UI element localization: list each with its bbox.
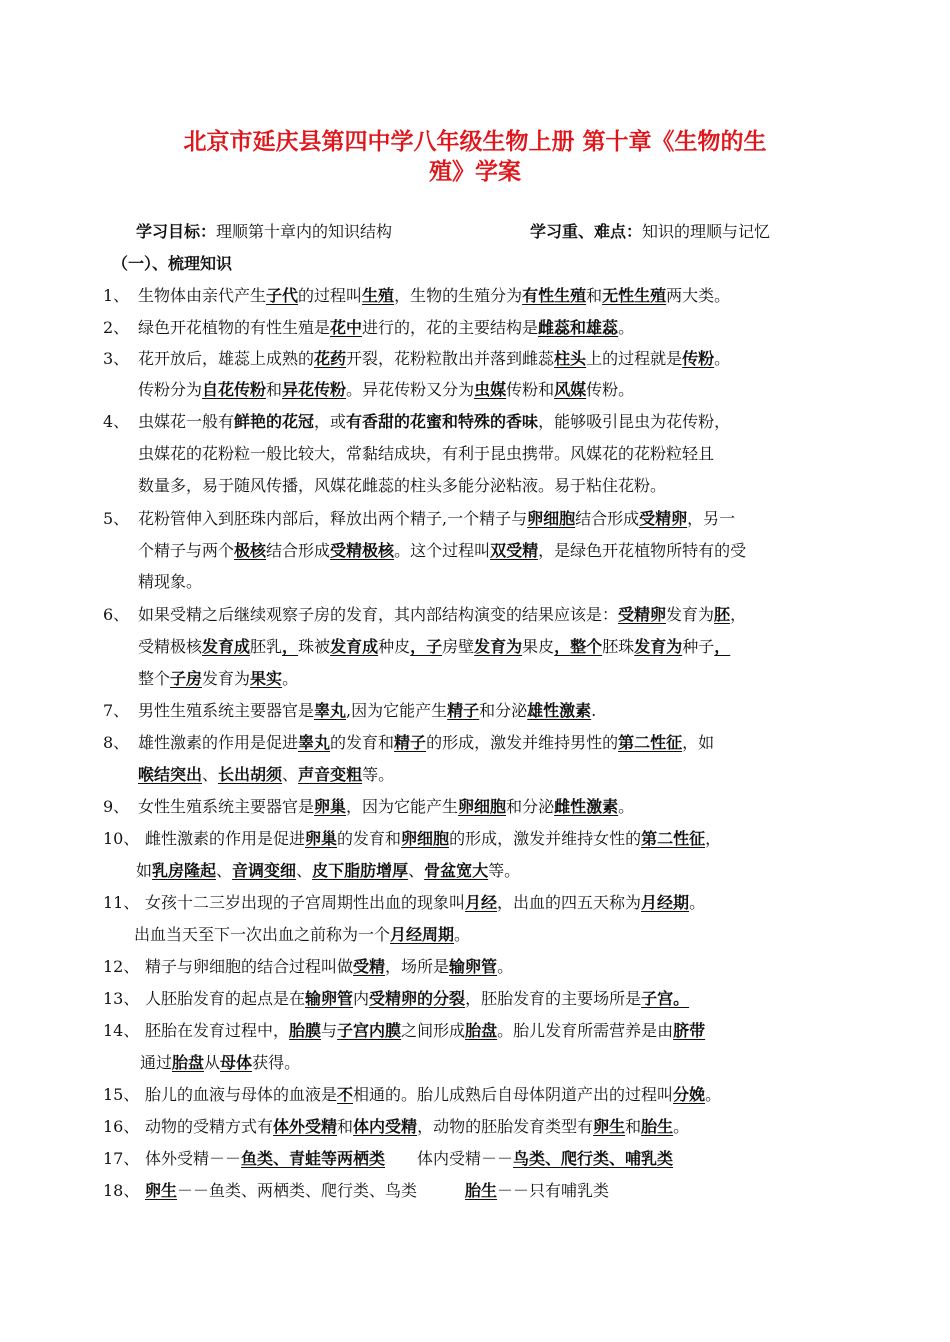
key-term: 卵生: [145, 1181, 178, 1200]
key-term: 卵巢: [305, 829, 338, 848]
goal-text: 理顺第十章内的知识结构: [216, 222, 393, 241]
key-term: 雌蕊和雄蕊: [538, 318, 619, 337]
text-segment: 个精子与两个: [138, 541, 235, 560]
text-segment: 获得。: [252, 1053, 301, 1072]
text-segment: 和分泌: [506, 797, 555, 816]
text-segment: 等。: [362, 765, 395, 784]
item-text: [140, 1051, 300, 1075]
text-segment: 和: [625, 1117, 642, 1136]
item-text: [138, 539, 746, 563]
text-segment: ，出血的四五天称为: [497, 893, 642, 912]
text-segment: 绿色开花植物的有性生殖是: [138, 318, 331, 337]
key-term: 声音变粗: [298, 765, 363, 784]
text-segment: 如: [136, 861, 153, 880]
text-segment: 开裂，花粉粒散出并落到雌蕊: [346, 349, 555, 368]
key-text: 知识的理顺与记忆: [642, 222, 771, 241]
text-segment: 胚乳: [250, 637, 283, 656]
key-term: 果实: [250, 669, 283, 688]
item-text: [145, 891, 705, 915]
key-term: 受精极核: [330, 541, 395, 560]
text-segment: 、: [202, 765, 219, 784]
key-term: 月经: [465, 893, 498, 912]
text-segment: 的发育和: [330, 733, 395, 752]
text-segment: ，: [730, 605, 747, 624]
item-text: [145, 827, 721, 851]
text-segment: ，动物的胚胎发育类型有: [417, 1117, 594, 1136]
text-segment: 传粉和: [506, 380, 555, 399]
text-segment: 上的过程就是: [586, 349, 683, 368]
key-term: 自花传粉: [202, 380, 267, 399]
text-segment: 、: [282, 765, 299, 784]
item-number: 15、: [103, 1085, 140, 1104]
key-term: 柱头: [554, 349, 587, 368]
key-term: 受精卵: [639, 509, 688, 528]
text-segment: 胚胎在发育过程中，: [145, 1021, 290, 1040]
key-term: 月经期: [641, 893, 690, 912]
text-segment: 。这个过程叫: [394, 541, 491, 560]
key-term: 发育成: [202, 637, 251, 656]
text-segment: 出血当天至下一次出血之前称为一个: [134, 925, 391, 944]
learning-goals: [136, 219, 836, 242]
key-term: 卵巢: [314, 797, 347, 816]
text-segment: 和: [337, 1117, 354, 1136]
key-term: 胎盘: [465, 1021, 498, 1040]
text-segment: 和: [266, 380, 283, 399]
text-segment: 女孩十二三岁出现的子宫周期性出血的现象叫: [145, 893, 466, 912]
text-segment: 。胎儿发育所需营养是由: [497, 1021, 674, 1040]
key-term: 花中: [330, 318, 363, 337]
key-term: 体外受精: [273, 1117, 338, 1136]
key-term: 输卵管: [305, 989, 354, 1008]
title-line-2: 殖》学案: [429, 159, 521, 185]
key-term: 生殖: [362, 286, 395, 305]
text-segment: 花粉管伸入到胚珠内部后，释放出两个精子,一个精子与: [138, 509, 528, 528]
key-term: 发育成: [330, 637, 379, 656]
key-term: ，子: [410, 637, 443, 656]
item-text: [138, 410, 730, 434]
item-text: [138, 699, 596, 723]
key-term: 卵细胞: [527, 509, 576, 528]
text-segment: 珠被: [298, 637, 331, 656]
text-segment: 受精极核: [138, 637, 203, 656]
key-term: 胎盘: [172, 1053, 205, 1072]
document-title: [110, 127, 840, 187]
key-term: ，整个: [554, 637, 603, 656]
text-segment: 和: [586, 286, 603, 305]
key-term: 鲜艳的花冠: [234, 412, 315, 431]
key-term: ，: [714, 637, 731, 656]
text-segment: 内: [353, 989, 370, 1008]
text-segment: 。: [705, 1085, 722, 1104]
key-term: 发育为: [474, 637, 523, 656]
key-term: 双受精: [490, 541, 539, 560]
item-text: 精现象。: [138, 572, 203, 591]
item-text: [145, 1147, 673, 1171]
text-segment: ，或: [314, 412, 347, 431]
text-segment: 。: [454, 925, 471, 944]
item-number: 14、: [103, 1021, 140, 1040]
key-term: 子宫。: [641, 989, 690, 1008]
item-number: 10、: [103, 829, 140, 848]
text-segment: 精子与卵细胞的结合过程叫做: [145, 957, 354, 976]
key-term: 喉结突出: [138, 765, 203, 784]
text-segment: 。: [618, 797, 635, 816]
item-text: [134, 923, 470, 947]
key-term: 风媒: [554, 380, 587, 399]
item-text: [138, 378, 634, 402]
item-number: 1、: [103, 286, 130, 305]
text-segment: 花开放后，雄蕊上成熟的: [138, 349, 315, 368]
text-segment: 种子: [682, 637, 715, 656]
text-segment: 女性生殖系统主要器官是: [138, 797, 315, 816]
text-segment: 通过: [140, 1053, 173, 1072]
item-number: 8、: [103, 733, 130, 752]
key-term: 子代: [266, 286, 299, 305]
item-text: [145, 1115, 689, 1139]
text-segment: 。: [282, 669, 299, 688]
key-term: 第二性征: [641, 829, 706, 848]
item-number: 6、: [103, 605, 130, 624]
item-text: [138, 316, 634, 340]
item-text: [138, 507, 735, 531]
item-number: 7、: [103, 701, 130, 720]
text-segment: 。异花传粉又分为: [346, 380, 475, 399]
text-segment: 之间形成: [401, 1021, 466, 1040]
text-segment: 、: [408, 861, 425, 880]
text-segment: 的发育和: [337, 829, 402, 848]
text-segment: 、: [296, 861, 313, 880]
text-segment: ，: [705, 829, 722, 848]
text-segment: 传粉。: [586, 380, 635, 399]
text-segment: 。: [689, 893, 706, 912]
text-segment: 。: [497, 957, 514, 976]
text-segment: 两大类。: [666, 286, 731, 305]
text-segment: 发育为: [202, 669, 251, 688]
item-text: 虫媒花的花粉粒一般比较大，常黏结成块，有利于昆虫携带。风媒花的花粉粒轻且: [138, 444, 715, 463]
item-number: 12、: [103, 957, 140, 976]
item-text: 数量多，易于随风传播，风媒花雌蕊的柱头多能分泌粘液。易于粘住花粉。: [138, 476, 667, 495]
key-term: 子宫内膜: [337, 1021, 402, 1040]
item-text: [136, 859, 520, 883]
goal-label: 学习目标：: [136, 222, 217, 241]
item-text: [138, 795, 634, 819]
key-term: 卵细胞: [401, 829, 450, 848]
key-term: 子房: [170, 669, 203, 688]
text-segment: 相通的。胎儿成熟后自母体阴道产出的过程叫: [353, 1085, 674, 1104]
key-term: 月经周期: [390, 925, 455, 944]
item-text: [138, 603, 746, 627]
text-segment: 从: [204, 1053, 221, 1072]
text-segment: 。: [618, 318, 635, 337]
section-title: （一）、梳理知识: [112, 254, 233, 273]
text-segment: ，能够吸引昆虫为花传粉，: [538, 412, 731, 431]
item-number: 5、: [103, 509, 130, 528]
item-text: [145, 987, 689, 1011]
text-segment: 的过程叫: [298, 286, 363, 305]
key-term: 受精: [353, 957, 386, 976]
text-segment: 传粉分为: [138, 380, 203, 399]
key-term: 胎生: [641, 1117, 674, 1136]
text-segment: ，如: [682, 733, 715, 752]
text-segment: 的形成，激发并维持男性的: [426, 733, 619, 752]
text-segment: 。: [673, 1117, 690, 1136]
text-segment: －－鱼类、两栖类、爬行类、鸟类: [177, 1181, 466, 1200]
key-term: 极核: [234, 541, 267, 560]
text-segment: 体外受精－－: [145, 1149, 242, 1168]
text-segment: 胚珠: [602, 637, 635, 656]
text-segment: 等。: [488, 861, 521, 880]
text-segment: 与: [321, 1021, 338, 1040]
key-term: 不: [337, 1085, 354, 1104]
item-text: [138, 731, 714, 755]
key-term: 乳房隆起: [152, 861, 217, 880]
item-text: [145, 1083, 721, 1107]
key-term: 第二性征: [618, 733, 683, 752]
item-text: [138, 763, 394, 787]
key-term: 脐带: [673, 1021, 706, 1040]
text-segment: －－只有哺乳类: [497, 1181, 610, 1200]
text-segment: 体内受精－－: [385, 1149, 514, 1168]
key-label: 学习重、难点：: [530, 222, 643, 241]
key-term: 胚: [714, 605, 731, 624]
key-term: 雌性激素: [554, 797, 619, 816]
item-number: 11、: [103, 893, 140, 912]
key-term: 传粉: [682, 349, 715, 368]
item-number: 17、: [103, 1149, 140, 1168]
key-term: 卵生: [593, 1117, 626, 1136]
item-number: 16、: [103, 1117, 140, 1136]
text-segment: 动物的受精方式有: [145, 1117, 274, 1136]
item-text: [138, 635, 730, 659]
item-number: 4、: [103, 412, 130, 431]
item-text: [145, 1179, 609, 1203]
key-term: 卵细胞: [458, 797, 507, 816]
key-term: 异花传粉: [282, 380, 347, 399]
key-term: 分娩: [673, 1085, 706, 1104]
key-term: 精子: [394, 733, 427, 752]
text-segment: 房壁: [442, 637, 475, 656]
key-term: 胎生: [465, 1181, 498, 1200]
text-segment: ，另一: [687, 509, 736, 528]
key-term: 精子: [447, 701, 480, 720]
key-term: 雄性激素: [527, 701, 592, 720]
text-segment: ，是绿色开花植物所特有的受: [538, 541, 747, 560]
text-segment: ，生物的生殖分为: [394, 286, 523, 305]
text-segment: 生物体由亲代产生: [138, 286, 267, 305]
text-segment: 结合形成: [266, 541, 331, 560]
key-term: 受精卵: [618, 605, 667, 624]
text-segment: 如果受精之后继续观察子房的发育，其内部结构演变的结果应该是：: [138, 605, 619, 624]
key-term: 发育为: [634, 637, 683, 656]
text-segment: ,因为它能产生: [346, 701, 448, 720]
item-number: 3、: [103, 349, 130, 368]
item-text: [145, 1019, 705, 1043]
key-term: 虫媒: [474, 380, 507, 399]
text-segment: ，场所是: [385, 957, 450, 976]
key-term: 鸟类、爬行类、哺乳类: [513, 1149, 674, 1168]
item-text: [138, 667, 298, 691]
key-term: 无性生殖: [602, 286, 667, 305]
text-segment: 人胚胎发育的起点是在: [145, 989, 306, 1008]
text-segment: ，因为它能产生: [346, 797, 459, 816]
text-segment: 的形成，激发并维持女性的: [449, 829, 642, 848]
item-number: 13、: [103, 989, 140, 1008]
item-text: [138, 284, 730, 308]
key-term: 输卵管: [449, 957, 498, 976]
item-number: 9、: [103, 797, 130, 816]
title-line-1: 北京市延庆县第四中学八年级生物上册 第十章《生物的生: [183, 129, 767, 155]
key-term: 受精卵的分裂: [369, 989, 466, 1008]
item-number: 2、: [103, 318, 130, 337]
text-segment: 。: [714, 349, 731, 368]
text-segment: 结合形成: [575, 509, 640, 528]
key-term: 胎膜: [289, 1021, 322, 1040]
text-segment: 雄性激素的作用是促进: [138, 733, 299, 752]
key-term: 长出胡须: [218, 765, 283, 784]
text-segment: 胎儿的血液与母体的血液是: [145, 1085, 338, 1104]
key-term: 体内受精: [353, 1117, 418, 1136]
text-segment: 种皮: [378, 637, 411, 656]
text-segment: ，胚胎发育的主要场所是: [465, 989, 642, 1008]
text-segment: .: [591, 701, 597, 720]
key-term: 骨盆宽大: [424, 861, 489, 880]
text-segment: 整个: [138, 669, 171, 688]
key-term: ，: [282, 637, 299, 656]
key-term: 有性生殖: [522, 286, 587, 305]
text-segment: 果皮: [522, 637, 555, 656]
key-term: 母体: [220, 1053, 253, 1072]
key-term: 鱼类、青蛙等两栖类: [241, 1149, 386, 1168]
key-points: [530, 219, 770, 242]
key-term: 有香甜的花蜜和特殊的香味: [346, 412, 539, 431]
item-number: 18、: [103, 1181, 140, 1200]
key-term: 花药: [314, 349, 347, 368]
key-term: 睾丸: [314, 701, 347, 720]
item-text: [138, 347, 730, 371]
text-segment: 、: [216, 861, 233, 880]
text-segment: 发育为: [666, 605, 715, 624]
text-segment: 雌性激素的作用是促进: [145, 829, 306, 848]
key-term: 音调变细: [232, 861, 297, 880]
item-text: [145, 955, 513, 979]
text-segment: 虫媒花一般有: [138, 412, 235, 431]
text-segment: 进行的，花的主要结构是: [362, 318, 539, 337]
key-term: 皮下脂肪增厚: [312, 861, 409, 880]
key-term: 睾丸: [298, 733, 331, 752]
text-segment: 和分泌: [479, 701, 528, 720]
text-segment: 男性生殖系统主要器官是: [138, 701, 315, 720]
